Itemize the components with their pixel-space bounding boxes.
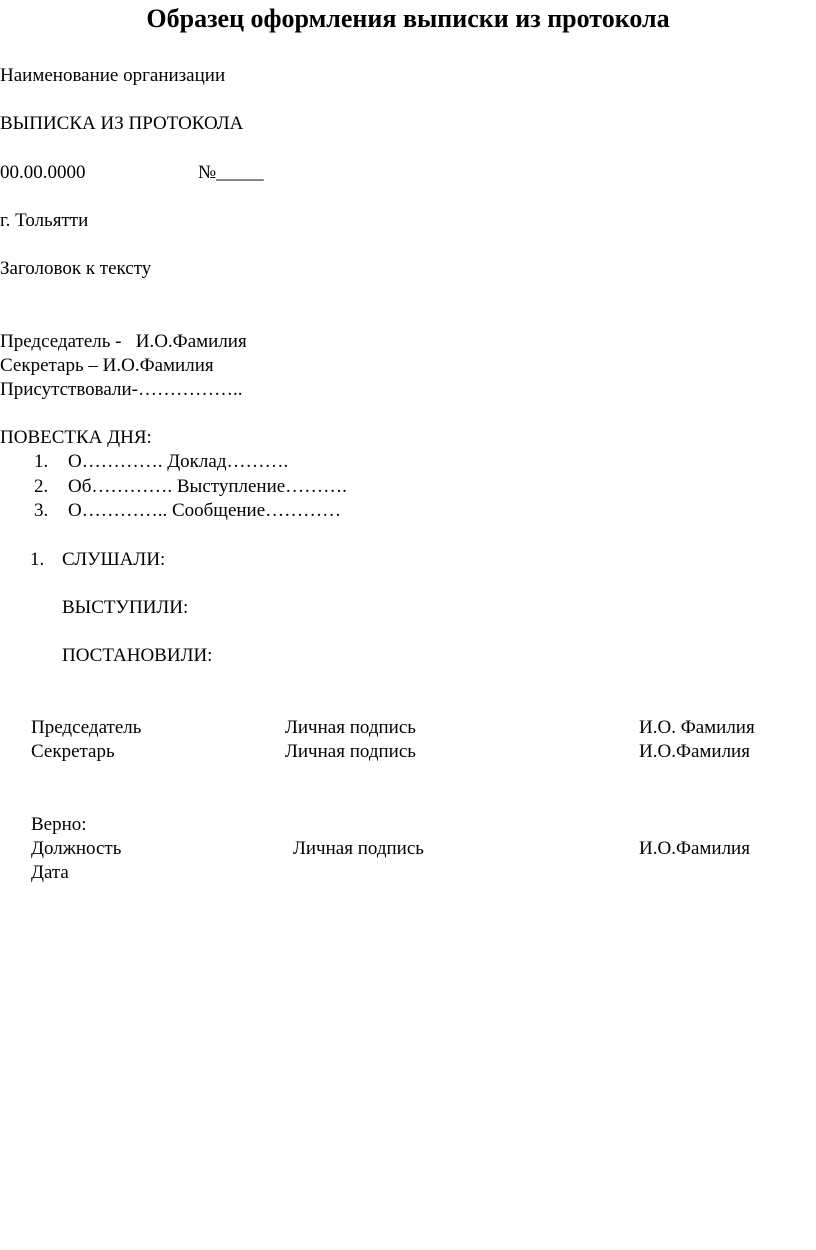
agenda-heading: ПОВЕСТКА ДНЯ: <box>0 427 152 448</box>
resolved-label: ПОСТАНОВИЛИ: <box>62 645 213 666</box>
present-line: Присутствовали-…………….. <box>0 379 243 400</box>
agenda-item-number: 1. <box>34 451 49 472</box>
signature-role: Председатель <box>31 717 142 738</box>
organization-name: Наименование организации <box>0 65 226 86</box>
certification-correct: Верно: <box>31 814 87 835</box>
signature-sign: Личная подпись <box>285 717 416 738</box>
chairman-line: Председатель - И.О.Фамилия <box>0 331 247 352</box>
signature-sign: Личная подпись <box>285 741 416 762</box>
agenda-item-number: 3. <box>34 500 49 521</box>
agenda-item-text: О………….. Сообщение………… <box>68 500 342 521</box>
section-number: 1. <box>30 549 45 570</box>
secretary-line: Секретарь – И.О.Фамилия <box>0 355 214 376</box>
city: г. Тольятти <box>0 210 89 231</box>
heard-label: СЛУШАЛИ: <box>62 549 166 570</box>
certification-sign: Личная подпись <box>293 838 424 859</box>
agenda-item-text: О…………. Доклад………. <box>68 451 289 472</box>
agenda-item-text: Об…………. Выступление………. <box>68 476 347 497</box>
certification-role: Должность <box>31 838 122 859</box>
document-title: Образец оформления выписки из протокола <box>146 4 670 33</box>
document-date: 00.00.0000 <box>0 162 86 183</box>
document-number: №_____ <box>198 162 264 183</box>
agenda-item-number: 2. <box>34 476 49 497</box>
signature-role: Секретарь <box>31 741 115 762</box>
text-heading: Заголовок к тексту <box>0 258 152 279</box>
signature-name: И.О.Фамилия <box>639 741 750 762</box>
certification-name: И.О.Фамилия <box>639 838 750 859</box>
certification-date: Дата <box>31 862 69 883</box>
spoke-label: ВЫСТУПИЛИ: <box>62 597 189 618</box>
signature-name: И.О. Фамилия <box>639 717 755 738</box>
document-type: ВЫПИСКА ИЗ ПРОТОКОЛА <box>0 113 244 134</box>
